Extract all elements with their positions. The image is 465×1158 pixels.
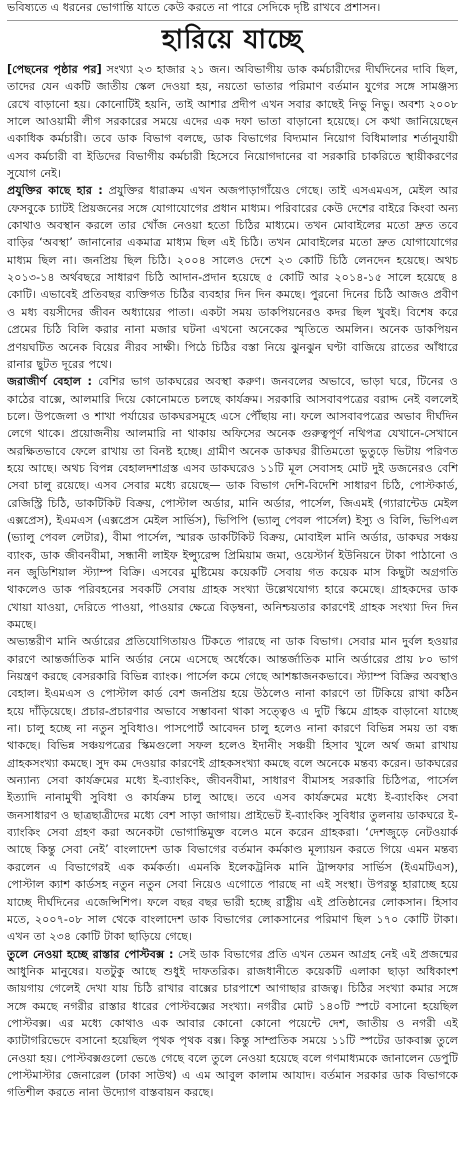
paragraph-dilapidated	[7, 373, 458, 633]
article-headline: হারিয়ে যাচ্ছে	[161, 25, 304, 55]
paragraph-postbox	[7, 946, 458, 1102]
paragraph-text: সেই ডাক বিভাগের প্রতি এখন তেমন আগ্রহ নেই এই প্রজন্মের আধুনিক মানুষের। যতটুকু আছে শুধুই দাফতরিক। রাজধানীতে কয়েকটি এলাকা ছাড়া অধিকাংশ জায়গায় গেলেই দেখা যায় চিঠি রাখার বাক্সের চারপাশে আগাছার রাজত্ব। চিঠির সংখ্যা কমার সঙ্গে সঙ্গে কমছে নগরীর রাস্তার ধারের পোস্টবক্সের সংখ্যা। নগরীর মোট ১৪০টি স্পটে বসানো হয়েছিল পোস্টবক্স। এর মধ্যে কোথাও এক আবার কোনো কোনো পয়েন্টে দেশ, জাতীয় ও নগরী এই ক্যাটাগরিভেদে বসানো হয়েছিল পৃথক পৃথক বক্স। কিন্তু সাম্প্রতিক সময়ে ১১টি স্পটের ডাকবাক্স তুলে নেওয়া হয়। পোস্টবক্সগুলো ভেঙে গেছে বলে তুলে নেওয়া হয়েছে বলে গণমাধ্যমকে জানালেন ডেপুটি পোস্টমাস্টার জেনারেল (ঢাকা সাউথ) এ এম আবুল কালাম আযাদ। বর্তমান সরকার ডাক বিভাগকে গতিশীল করতে নানা উদ্যোগ বাস্তবায়ন করছে।	[7, 947, 458, 1100]
paragraph-text: সংখ্যা ২৩ হাজার ২১ জন। অবিভাগীয় ডাক কর্মচারীদের দীর্ঘদিনের দাবি ছিল, তাদের যেন একটি জাতীয় স্কেল দেওয়া হয়, নয়তো ভাতার পরিমাণ বর্তমান যুগের সঙ্গে সামঞ্জস্য রেখে বাড়ানো হয়। কোনোটিই হয়নি, তাই আশার প্রদীপ এখন সবার কাছেই নিভু নিভু। অবশ্য ২০০৮ সালে আওয়ামী লীগ সরকারের সময়ে এদের এক দফা ভাতা বাড়ানো হয়েছে। সে কথা জানিয়েছেন একাধিক কর্মচারী। তবে ডাক বিভাগ বলছে, ডাক বিভাগের বিদ্যমান নিয়োগ বিধিমালার শর্তানুযায়ী এসব কর্মচারী বা ইডিদের বিভাগীয় কর্মচারী হিসেবে নিয়োগদানের বা সরকারি চাকরিতে স্থায়ীকরণের সুযোগ নেই।	[7, 63, 458, 181]
paragraph-money-order	[7, 633, 458, 945]
paragraph-technology	[7, 182, 458, 373]
paragraph-text: অভ্যন্তরীণ মানি অর্ডারের প্রতিযোগিতায়ও টিকতে পারছে না ডাক বিভাগ। সেবার মান দুর্বল হওয়ার কারণে আন্তর্জাতিক মানি অর্ডার নেমে এসেছে অর্ধেকে। আন্তর্জাতিক মানি অর্ডারের প্রায় ৮০ ভাগ নিয়ন্ত্রণ করছে বেসরকারি বিভিন্ন ব্যাংক। পার্সেল কমে গেছে আশঙ্কাজনকভাবে। স্ট্যাম্প বিক্রির অবস্থাও বেহাল। ইএমএস ও পোস্টাল কার্ড বেশ জনপ্রিয় হয়ে উঠলেও নানা কারণে তা টিকিয়ে রাখা কঠিন হয়ে দাঁড়িয়েছে। প্রচার-প্রচারণার অভাবে সম্ভাবনা থাকা সত্ত্বেও এ দুটি স্কিমে গ্রাহক বাড়ানো যাচ্ছে না। চালু হচ্ছে না নতুন সুবিধাও। পাসপোর্ট আবেদন চালু হলেও নানা কারণে বিভিন্ন সময় তা বন্ধ থাকছে। বিভিন্ন সঞ্চয়পত্রের স্কিমগুলো সফল হলেও ইদানীং সঞ্চয়ী হিসাব খুলে অর্থ জমা রাখায় গ্রাহকসংখ্যা কমছে। সুদ কম দেওয়ার কারণেই গ্রাহকসংখ্যা কমছে বলে অনেকে মন্তব্য করেন। ডাকঘরের অন্যান্য সেবা কার্যক্রমের মধ্যে ই-ব্যাংকিং, জীবনবীমা, সাধারণ বীমাসহ সরকারি চিঠিপত্র, পার্সেল ইত্যাদি নানামুখী সুবিধা ও কার্যক্রম চালু আছে। তবে এসব কার্যক্রমের মধ্যে ই-ব্যাংকিং সেবা জনসাধারণ ও ছাত্রছাত্রীদের মধ্যে বেশ সাড়া জাগায়। প্রাইভেট ই-ব্যাংকিং সুবিধার তুলনায় ডাকঘরে ই-ব্যাংকিং সেবা গ্রহণ করা অনেকটা ভোগান্তিমুক্ত বলেও মনে করেন গ্রাহকরা। ‘দেশজুড়ে নেটওয়ার্ক আছে কিন্তু সেবা নেই’ বাংলাদেশ ডাক বিভাগের বর্তমান কর্মকাণ্ড মূল্যায়ন করতে গিয়ে এমন মন্তব্য করলেন এ বিভাগেরই এক কর্মকর্তা। এমনকি ইলেকট্রনিক মানি ট্রান্সফার সার্ভিস (ইএমটিএস), পোস্টাল ক্যাশ কার্ডসহ নতুন নতুন সেবা নিয়েও এগোতে পারছে না এই সংস্থা। উপরন্তু হারাচ্ছে হয়ে যাচ্ছে দীর্ঘদিনের এজেন্সিশিপ। ফলে বছর বছর ভারী হচ্ছে রাষ্ট্রীয় এই প্রতিষ্ঠানের লোকসান। হিসাব মতে, ২০০৭-০৮ সাল থেকে বাংলাদেশ ডাক বিভাগের লোকসানের পরিমাণ ছিল ১৭০ কোটি টাকা। এখন তা ২৩৪ কোটি টাকা ছাড়িয়ে গেছে।	[7, 635, 458, 944]
paragraph-continuation	[7, 61, 458, 182]
article-body	[7, 61, 458, 1151]
paragraph-text: বেশির ভাগ ডাকঘরের অবস্থা করুণ। জনবলের অভাবে, ভাড়া ঘরে, টিনের ও কাঠের বাক্সে, আলমারি দিয়ে কোনোমতে চলছে কার্যক্রম। সরকারি আসবাবপত্রের বরাদ্দ নেই বললেই চলে। উপজেলা ও শাখা পর্যায়ের ডাকঘরসমূহে এসে পৌঁছায় না। ফলে আসবাবপত্রের অভাব দীর্ঘদিন লেগে থাকে। প্রয়োজনীয় আলমারি না থাকায় অফিসের অনেক গুরুত্বপূর্ণ নথিপত্র যেখানে-সেখানে অরক্ষিতভাবে ফেলে রাখায় তা বিনষ্ট হচ্ছে। গ্রামীণ অনেক ডাকঘর রীতিমতো ভুতুড়ে ভিটায় পরিণত হয়ে আছে। অথচ বিপন্ন বেহালদশাগ্রস্ত এসব ডাকঘরেও ১১টি মূল সেবাসহ মোট দুই ডজনেরও বেশি সেবা চালু রয়েছে। এসব সেবার মধ্যে রয়েছে— ডাক বিভাগ দেশি-বিদেশি সাধারণ চিঠি, পোস্টকার্ড, রেজিস্ট্রি চিঠি, ডাকটিকিট বিক্রয়, পোস্টাল অর্ডার, মানি অর্ডার, পার্সেল, জিএমই (গ্যারান্টেড মেইল এক্সপ্রেস), ইএমএস (এক্সপ্রেস মেইল সার্ভিস), ভিপিপি (ভ্যালু পেবল পার্সেল) ইস্যু ও বিলি, ভিপিএল (ভ্যালু পেবল লেটার), বীমা পার্সেল, স্মারক ডাকটিকিট বিক্রয়, মোবাইল মানি অর্ডার, ডাকঘর সঞ্চয় ব্যাংক, ডাক জীবনবীমা, সন্ধানী লাইফ ইন্স্যুরেন্স প্রিমিয়াম জমা, ওয়েস্টার্ন ইউনিয়নে টাকা পাঠানো ও নন জুডিশিয়াল স্ট্যাম্প বিক্রি। এসবের মুষ্টিমেয় কয়েকটি সেবায় গত কয়েক মাস কিছুটা অগ্রগতি থাকলেও ডাক পরিবহনের সবকটি সেবায় গ্রাহক সংখ্যা উল্লেখযোগ্য হারে কমেছে। গ্রাহকদের ডাক খোয়া যাওয়া, দেরিতে পাওয়া, পাওয়ার ক্ষেত্রে বিড়ম্বনা, অনিশ্চয়তার কারণেই গ্রাহক সংখ্যা দিন দিন কমছে।	[7, 375, 458, 631]
subheading-technology: প্রযুক্তির কাছে হার :	[7, 184, 103, 198]
paragraph-text: প্রযুক্তির ধারাক্রম এখন অজপাড়াগাঁয়েও গেছে। তাই এসএমএস, মেইল আর ফেসবুকে চ্যাটই প্রিয়জনের সঙ্গে যোগাযোগের প্রধান মাধ্যম। পরিবারের কেউ দেশের বাইরে কিংবা অন্য কোথাও অবস্থান করলে তার খোঁজ নেওয়া হতো চিঠির মাধ্যমে। তখন মোবাইলের মতো দ্রুত তবে বাড়ির ‘অবস্থা’ জানানোর একমাত্র মাধ্যম ছিল এই চিঠি। তখন মোবাইলের মতো দ্রুত যোগাযোগের মাধ্যম ছিল না। জনপ্রিয় ছিল চিঠি। ২০০৪ সালেও দেশে ২৩ কোটি চিঠি লেনদেন হয়েছে। অথচ ২০১৩-১৪ অর্থবছরে সাধারণ চিঠি আদান-প্রদান হয়েছে ৫ কোটি আর ২০১৪-১৫ সালে হয়েছে ৪ কোটি। এভাবেই প্রতিবছর ব্যক্তিগত চিঠির ব্যবহার দিন দিন কমছে। পুরনো দিনের চিঠি আজও প্রবীণ ও মধ্য বয়সীদের জীবন অধ্যায়ের পাতা। একটা সময় ডাকপিয়নেরও কদর ছিল খুবই। বিশেষ করে প্রেমের চিঠি বিলি করার নানা মজার ঘটনা এখনো অনেকের স্মৃতিতে অমলিন। অনেক ডাকপিয়ন প্রণয়ঘটিত অনেক বিয়ের নীরব সাক্ষী। পিঠে চিঠির বস্তা নিয়ে ঝুনঝুন ঘণ্টা বাজিয়ে রাতের আঁধারে রানার ছুটত দূরের পথে।	[7, 184, 458, 371]
previous-article-tail: ভবিষ্যতে এ ধরনের ভোগান্তি যাতে কেউ করতে না পারে সেদিকে দৃষ্টি রাখবে প্রশাসন।	[7, 0, 458, 21]
subheading-dilapidated: জরাজীর্ণ বেহাল :	[7, 375, 93, 389]
continuation-marker: [পেছনের পৃষ্ঠার পর]	[7, 63, 102, 76]
subheading-postbox: তুলে নেওয়া হচ্ছে রাস্তার পোস্টবক্স :	[7, 947, 174, 961]
